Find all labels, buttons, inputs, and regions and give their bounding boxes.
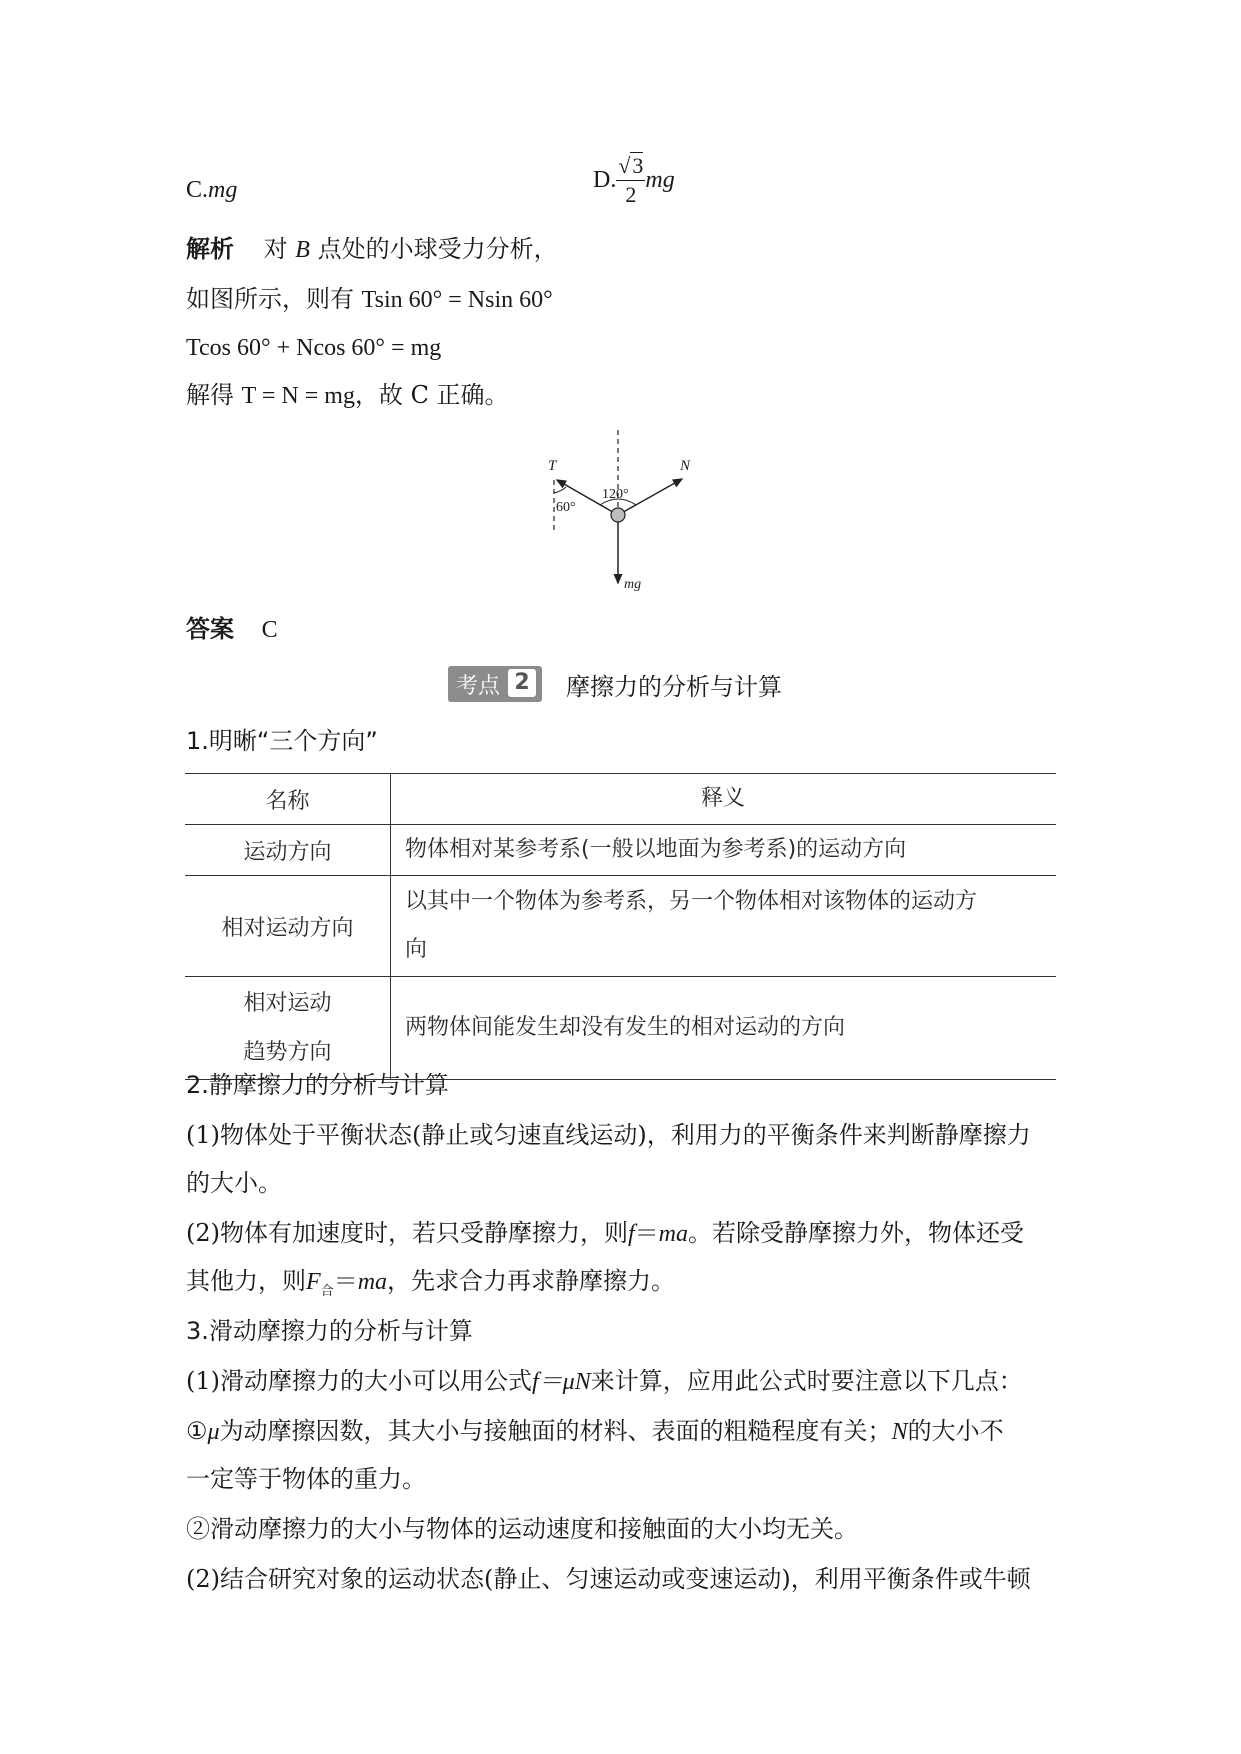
- table-cell-desc: 两物体间能发生却没有发生的相对运动的方向: [391, 977, 1057, 1080]
- answer-value: C: [261, 617, 278, 643]
- option-c-value: mg: [208, 177, 238, 203]
- option-d: [593, 152, 675, 209]
- equals: ＝: [333, 1267, 358, 1295]
- table-cell-desc: 物体相对某参考系(一般以地面为参考系)的运动方向: [391, 825, 1057, 876]
- force-diagram: [530, 425, 700, 595]
- solution-text: 解得: [186, 381, 234, 409]
- formula: f＝μN: [532, 1369, 591, 1395]
- var-f: f: [628, 1221, 635, 1247]
- ball: [611, 508, 625, 522]
- table-cell-desc: [391, 876, 1057, 977]
- text: (1)滑动摩擦力的大小可以用公式: [186, 1367, 532, 1395]
- table-row: [185, 876, 1056, 977]
- part3-c2: ②滑动摩擦力的大小与物体的运动速度和接触面的大小均无关。: [186, 1515, 858, 1543]
- text: 为动摩擦因数，其大小与接触面的材料、表面的粗糙程度有关；: [219, 1417, 892, 1445]
- part2-s2-line2: [186, 1264, 675, 1309]
- option-d-denominator: 2: [625, 182, 637, 207]
- option-d-numerator: 3: [632, 153, 644, 178]
- solution-formula: T = N = mg: [241, 383, 355, 409]
- solution-line-3: [186, 330, 441, 365]
- text: (2)物体有加速度时，若只受静摩擦力，则: [186, 1219, 628, 1247]
- text: ，先求合力再求静摩擦力。: [387, 1267, 676, 1295]
- option-c: [186, 172, 237, 207]
- var-n: N: [891, 1419, 908, 1445]
- option-d-suffix: mg: [645, 167, 675, 193]
- part1-heading: 1.明晰“三个方向”: [186, 727, 378, 755]
- option-c-prefix: C.: [186, 177, 209, 203]
- table-cell-desc-line: 以其中一个物体为参考系，另一个物体相对该物体的运动方: [405, 889, 978, 914]
- solution-text: 对: [263, 235, 288, 263]
- angle-top-label: 120°: [602, 487, 629, 502]
- table-cell-name: 相对运动方向: [185, 876, 391, 977]
- option-d-fraction: $\frac{√3}{2}$: [618, 153, 644, 207]
- part2-s1-line1: (1)物体处于平衡状态(静止或匀速直线运动)，利用力的平衡条件来判断静摩擦力: [186, 1121, 1031, 1149]
- solution-var-b: B: [295, 237, 310, 263]
- answer-label: 答案: [186, 615, 234, 643]
- part2-s2-line1: [186, 1216, 1024, 1251]
- table-row: [185, 825, 1056, 876]
- solution-line-1: [186, 232, 558, 267]
- solution-formula: Tcos 60° + Ncos 60° = mg: [186, 335, 442, 361]
- equals: ＝: [634, 1219, 659, 1247]
- text: 来计算，应用此公式时要注意以下几点：: [590, 1367, 1023, 1395]
- part3-c1-line2: 一定等于物体的重力。: [186, 1465, 426, 1493]
- option-d-prefix: D.: [593, 167, 617, 193]
- table-cell-name: [185, 977, 391, 1080]
- table-cell-name-line: 相对运动: [243, 991, 332, 1016]
- solution-text: ，故 C 正确。: [354, 381, 509, 409]
- solution-formula: Tsin 60° = Nsin 60°: [361, 287, 553, 313]
- solution-text: 如图所示，则有: [186, 285, 354, 313]
- badge-number: 2: [508, 669, 536, 697]
- solution-line-2: [186, 282, 553, 317]
- part2-heading: 2.静摩擦力的分析与计算: [186, 1071, 449, 1099]
- solution-text: 点处的小球受力分析，: [317, 235, 558, 263]
- part3-c1-line1: [186, 1414, 1004, 1449]
- answer-line: [186, 612, 278, 647]
- text: ①: [186, 1417, 208, 1445]
- part2-s1-line2: 的大小。: [186, 1169, 282, 1197]
- solution-line-4: [186, 378, 509, 413]
- section-badge: [448, 666, 542, 702]
- directions-table: [185, 773, 1056, 1080]
- var-ma: ma: [357, 1269, 388, 1295]
- table-header-desc: 释义: [391, 774, 1057, 825]
- text: 。若除受静摩擦力外，物体还受: [688, 1219, 1025, 1247]
- var-ma: ma: [658, 1221, 689, 1247]
- table-row: [185, 977, 1056, 1080]
- angle-left-label: 60°: [556, 500, 576, 515]
- section-title: 摩擦力的分析与计算: [566, 673, 782, 701]
- label-t: T: [548, 458, 557, 474]
- var-f-net: F: [306, 1269, 321, 1295]
- part3-s2: (2)结合研究对象的运动状态(静止、匀速运动或变速运动)，利用平衡条件或牛顿: [186, 1565, 1031, 1593]
- solution-label: 解析: [186, 235, 234, 263]
- angle-arc-left: [554, 487, 566, 493]
- table-header-name: 名称: [185, 774, 391, 825]
- text: 其他力，则: [186, 1267, 306, 1295]
- label-mg: mg: [624, 577, 642, 592]
- var-mu: μ: [207, 1419, 220, 1445]
- badge-text: 考点: [456, 674, 501, 699]
- table-cell-desc-line: 向: [405, 937, 428, 962]
- subscript: 合: [320, 1284, 334, 1299]
- part3-s1: [186, 1364, 1023, 1399]
- table-cell-name-line: 趋势方向: [243, 1040, 332, 1065]
- label-n: N: [680, 458, 691, 474]
- table-cell-name: 运动方向: [185, 825, 391, 876]
- part3-heading: 3.滑动摩擦力的分析与计算: [186, 1317, 473, 1345]
- text: 的大小不: [907, 1417, 1004, 1445]
